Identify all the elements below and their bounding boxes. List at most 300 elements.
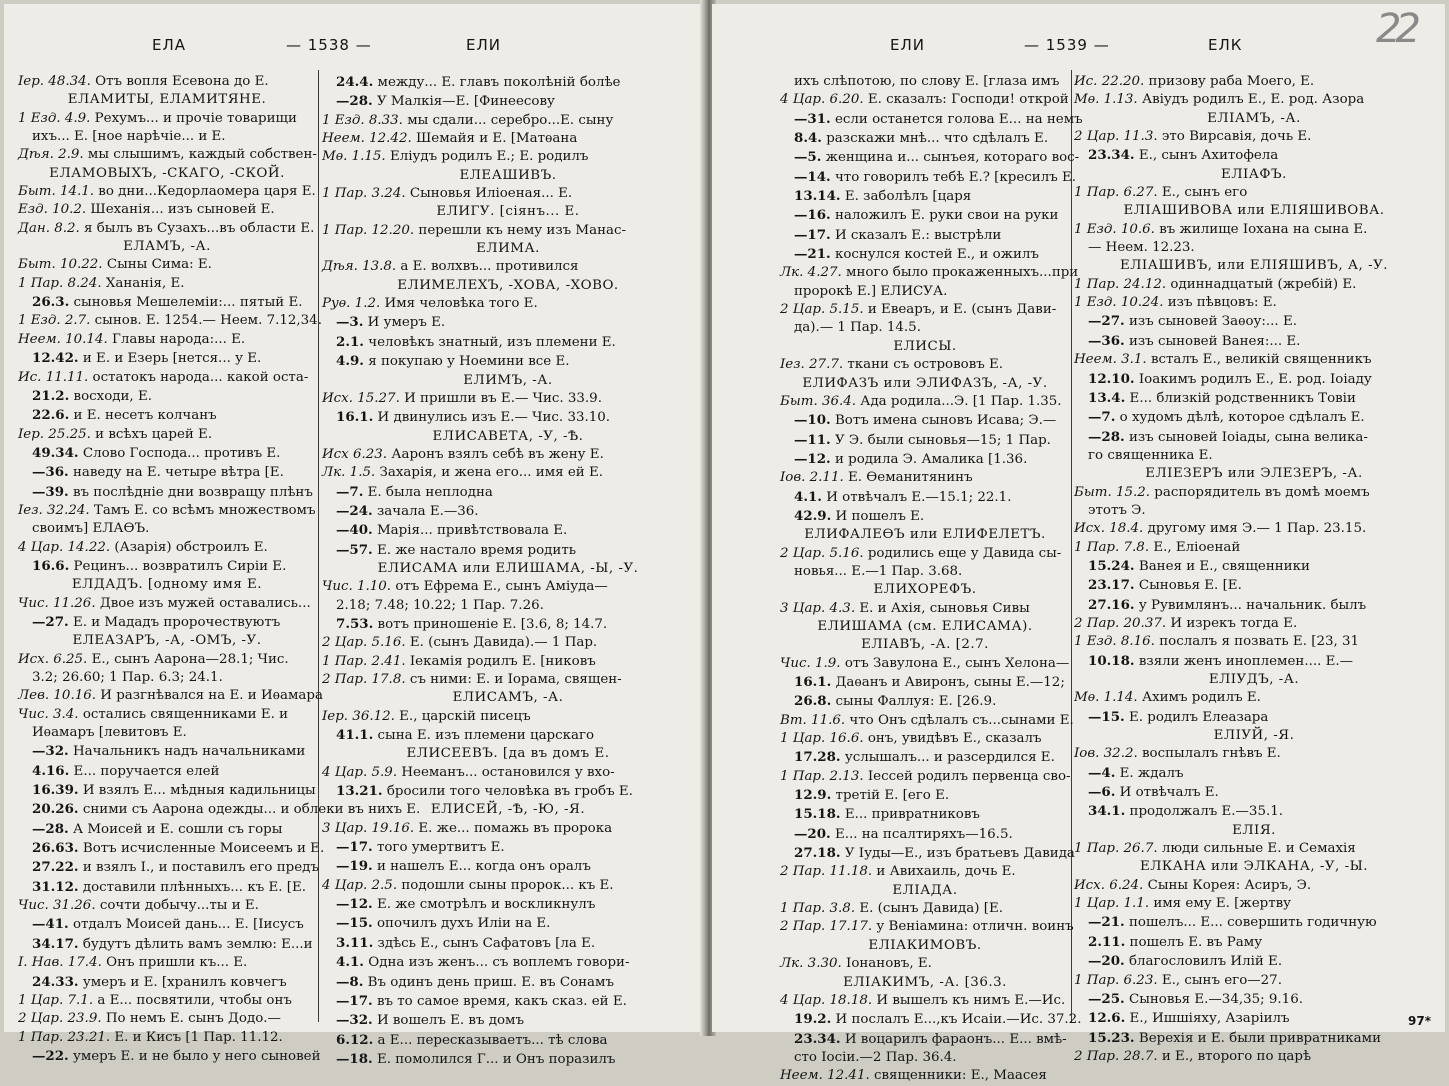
- verse-reference: 16.1.: [336, 409, 374, 426]
- entry-line: [322, 578, 694, 596]
- verse-reference: 13.21.: [336, 783, 383, 800]
- entry-text: Е. родилъ Елеазара: [1128, 709, 1269, 725]
- verse-reference: 12.6.: [1088, 1010, 1126, 1027]
- entry-line: [18, 128, 316, 146]
- headword: [322, 745, 694, 763]
- verse-reference: 49.34.: [32, 444, 79, 461]
- verse-reference: —41.: [32, 916, 69, 933]
- verse-reference: Неем. 10.14.: [18, 331, 108, 347]
- verse-reference: —28.: [32, 820, 69, 837]
- entry-line: [322, 112, 694, 130]
- verse-reference: —17.: [336, 839, 373, 856]
- entry-line: [18, 800, 421, 819]
- verse-reference: 10.18.: [1088, 652, 1135, 669]
- verse-reference: 3 Цар. 4.3.: [780, 600, 856, 616]
- entry-line: [18, 762, 316, 781]
- headword-text: ЕЛКАНА или ЭЛКАНА, -У, -Ы.: [1139, 859, 1369, 875]
- entry-text: Нееманъ... остановился у вхо-: [401, 764, 615, 780]
- entry-text: и нашелъ Е... когда онъ оралъ: [376, 859, 591, 875]
- entry-text: если останется голова Е... на немъ: [834, 111, 1083, 127]
- verse-reference: 1 Пар. 24.12.: [1074, 276, 1167, 292]
- headword-text: ЕЛИСАМА или ЕЛИШАМА, -Ы, -У.: [377, 560, 639, 576]
- verse-reference: 1 Пар. 7.8.: [1074, 539, 1150, 555]
- verse-reference: Исх. 6.25.: [18, 651, 88, 667]
- entry-text: Е. была неплодна: [367, 484, 493, 500]
- verse-reference: —8.: [336, 973, 364, 990]
- entry-line: [18, 1047, 321, 1066]
- verse-reference: Быт. 36.4.: [780, 393, 857, 409]
- entry-line: [780, 129, 1070, 148]
- entry-line: [780, 730, 1070, 748]
- entry-text: (Азарія) обстроилъ Е.: [114, 539, 268, 555]
- entry-line: [1074, 447, 1434, 465]
- entry-line: [1074, 73, 1434, 91]
- entry-text: Вотъ исчисленные Моисеемъ и Е.: [82, 841, 325, 857]
- headword: [1074, 822, 1434, 840]
- verse-reference: —17.: [336, 992, 373, 1009]
- verse-reference: 16.39.: [32, 782, 79, 799]
- entry-line: [18, 858, 319, 877]
- entry-line: [322, 934, 694, 953]
- entry-text: этотъ Э.: [1088, 502, 1146, 518]
- entry-line: [1074, 370, 1434, 389]
- entry-text: Іоакимъ родилъ Е., Е. род. Іоіаду: [1138, 371, 1372, 387]
- headword: [322, 801, 694, 819]
- entry-line: [780, 673, 1070, 692]
- entry-text: имя ему Е. [жертву: [1153, 896, 1292, 912]
- headword: [1074, 202, 1434, 220]
- verse-reference: —5.: [794, 149, 822, 166]
- verse-reference: 1 Пар. 6.27.: [1074, 185, 1158, 201]
- entry-text: родились еще у Давида сы-: [867, 545, 1062, 561]
- entry-line: [780, 148, 1080, 167]
- verse-reference: Мѳ. 1.15.: [322, 149, 386, 165]
- entry-text: И разгнѣвался на Е. и Иѳамара: [100, 688, 323, 704]
- entry-text: онъ, увидѣвъ Е., сказалъ: [867, 731, 1042, 747]
- entry-text: И пошелъ Е.: [835, 508, 925, 524]
- verse-reference: 3.11.: [336, 934, 374, 951]
- verse-reference: 4 Цар. 6.20.: [780, 92, 864, 108]
- entry-text: Шемайя и Е. [Матѳана: [416, 131, 578, 147]
- entry-text: Е., сынъ Аарона—28.1; Чис.: [91, 651, 289, 667]
- headword-text: ЕЛІАШИВОВА или ЕЛІЯШИВОВА.: [1123, 203, 1385, 219]
- entry-text: изъ сыновей Ванея:... Е.: [1128, 333, 1301, 349]
- verse-reference: 20.26.: [32, 801, 79, 818]
- headword: [1074, 166, 1434, 184]
- entry-line: [1074, 708, 1434, 727]
- verse-reference: 2 Пар. 17.17.: [780, 919, 873, 935]
- entry-line: [1074, 1048, 1434, 1066]
- entry-line: [1074, 389, 1434, 408]
- entry-text: Хананія, Е.: [105, 275, 185, 291]
- entry-text: другому имя Э.— 1 Пар. 23.15.: [1147, 521, 1367, 537]
- verse-reference: Мѳ. 1.13.: [1074, 92, 1138, 108]
- entry-text: бросили того человѣка въ гробъ Е.: [386, 784, 633, 800]
- entry-line: [1074, 91, 1434, 109]
- entry-text: продолжалъ Е.—35.1.: [1129, 804, 1283, 820]
- entry-text: умеръ Е. и не было у него сыновей: [72, 1048, 321, 1064]
- entry-line: [1074, 895, 1434, 913]
- entry-line: [322, 222, 694, 240]
- entry-text: что говорилъ тебѣ Е.? [кресилъ Е.: [834, 169, 1077, 185]
- entry-line: [322, 895, 694, 914]
- verse-reference: 22.6.: [32, 407, 70, 424]
- verse-reference: 1 Езд. 8.16.: [1074, 634, 1155, 650]
- entry-line: [780, 264, 1079, 282]
- verse-reference: —7.: [336, 483, 364, 500]
- entry-text: мы слышимъ, каждый собствен-: [87, 147, 317, 163]
- entry-text: Іессей родилъ первенца сво-: [867, 768, 1071, 784]
- entry-line: [780, 469, 1070, 487]
- headword: [1074, 671, 1434, 689]
- entry-text: Е. сказалъ: Господи! открой: [867, 92, 1069, 108]
- verse-reference: —21.: [1088, 914, 1125, 931]
- verse-reference: Неем. 12.42.: [322, 131, 412, 147]
- verse-reference: 26.63.: [32, 840, 79, 857]
- entry-text: послалъ я позвать Е. [23, 31: [1159, 634, 1360, 650]
- entry-text: новья... Е.—1 Пар. 3.68.: [794, 563, 963, 579]
- verse-reference: Дѣя. 2.9.: [18, 147, 84, 163]
- verse-reference: Іер. 48.34.: [18, 74, 91, 89]
- verse-reference: 13.14.: [794, 188, 841, 205]
- entry-line: [18, 444, 316, 463]
- entry-text: Сыновья Иліоеная... Е.: [409, 186, 573, 202]
- entry-text: сыны Фаллуя: Е. [26.9.: [835, 694, 997, 710]
- headword-text: ЕЛИФАЗЪ или ЭЛИФАЗЪ, -А, -У.: [802, 375, 1048, 391]
- verse-reference: 1 Пар. 2.41.: [322, 653, 406, 669]
- entry-line: [780, 863, 1070, 881]
- headword-text: ЕЛІАКИМЪ, -А. [36.3.: [843, 974, 1007, 990]
- entry-line: [1074, 764, 1434, 783]
- verse-reference: 3 Цар. 19.16.: [322, 820, 415, 836]
- verse-reference: 4 Цар. 5.9.: [322, 764, 398, 780]
- header-catchword-right: ЕЛИ: [466, 36, 501, 54]
- entry-line: [18, 992, 316, 1010]
- entry-text: — Неем. 12.23.: [1088, 240, 1195, 256]
- entry-line: [1074, 652, 1434, 671]
- verse-reference: Чис. 1.9.: [780, 655, 841, 671]
- headword: [322, 203, 694, 221]
- headword: [780, 882, 1070, 900]
- headword-text: ЕЛИГУ. [сіянъ... Е.: [436, 204, 580, 220]
- entry-line: [780, 1010, 1082, 1029]
- entry-line: [18, 331, 316, 349]
- headword: [322, 372, 694, 390]
- entry-line: [322, 597, 694, 615]
- column-divider: [1071, 70, 1072, 1022]
- entry-text: Е., Еліоенай: [1153, 539, 1241, 555]
- verse-reference: —18.: [336, 1050, 373, 1067]
- entry-text: Рехумъ... и прочіе товарищи: [94, 110, 297, 126]
- entry-line: [322, 295, 694, 313]
- verse-reference: —21.: [794, 246, 831, 263]
- headword: [780, 526, 1070, 544]
- headword: [322, 560, 694, 578]
- entry-line: [322, 953, 694, 972]
- entry-line: [18, 520, 316, 538]
- entry-line: [1074, 294, 1434, 312]
- entry-text: разскажи мнѣ... что сдѣлалъ Е.: [826, 131, 1049, 147]
- headword-text: ЕЛЕАШИВЪ.: [459, 167, 557, 183]
- entry-line: [322, 333, 694, 352]
- entry-line: [322, 857, 694, 876]
- verse-reference: 1 Езд. 2.7.: [18, 313, 91, 329]
- entry-line: [780, 992, 1070, 1010]
- verse-reference: 4.16.: [32, 762, 70, 779]
- entry-line: [780, 431, 1070, 450]
- entry-line: [1074, 557, 1434, 576]
- entry-text: Іонановъ, Е.: [846, 956, 932, 972]
- entry-line: [1074, 952, 1434, 971]
- entry-text: Ада родила...Э. [1 Пар. 1.35.: [860, 393, 1062, 409]
- verse-reference: 15.24.: [1088, 557, 1135, 574]
- entry-line: [780, 356, 1070, 374]
- entry-line: [322, 615, 694, 634]
- verse-reference: 2 Пар. 17.8.: [322, 672, 406, 687]
- verse-reference: 27.16.: [1088, 596, 1135, 613]
- entry-text: отдалъ Моисей дань... Е. [Іисусъ: [72, 917, 304, 933]
- entry-line: [780, 805, 1070, 824]
- entry-text: Іекамія родилъ Е. [никовъ: [409, 653, 596, 669]
- entry-line: [322, 92, 694, 111]
- entry-text: Е., царскій писецъ: [399, 708, 531, 724]
- entry-line: [1074, 539, 1434, 557]
- verse-reference: —24.: [336, 502, 373, 519]
- headword-text: ЕЛИСЫ.: [893, 338, 957, 354]
- entry-line: [780, 206, 1070, 225]
- entry-text: Е. Ѳеманитянинъ: [848, 470, 973, 486]
- verse-reference: Лев. 10.16.: [18, 688, 96, 704]
- entry-line: [18, 669, 316, 687]
- entry-text: Слово Господа... противъ Е.: [82, 445, 281, 461]
- entry-text: У Э. были сыновья—15; 1 Пар.: [834, 432, 1051, 448]
- entry-line: [18, 557, 316, 576]
- entry-line: [322, 914, 694, 933]
- entry-text: Е. помолился Г... и Онъ поразилъ: [376, 1051, 616, 1067]
- headword-text: ЕЛИФАЛЕѲЪ или ЕЛИФЕЛЕТЪ.: [804, 527, 1046, 543]
- headword: [780, 375, 1070, 393]
- entry-line: [1074, 484, 1434, 502]
- entry-line: [780, 488, 1070, 507]
- headword: [780, 618, 1070, 636]
- entry-text: Е. же настало время родить: [376, 542, 577, 558]
- verse-reference: 7.53.: [336, 615, 374, 632]
- entry-line: [18, 387, 316, 406]
- headword: [780, 937, 1070, 955]
- entry-text: И отвѣчалъ Е.: [1119, 785, 1219, 801]
- entry-text: доставили плѣнныхъ... къ Е. [Е.: [82, 879, 307, 895]
- entry-text: того умертвитъ Е.: [376, 840, 505, 856]
- headword-text: ЕЛИСАМЪ, -А.: [452, 690, 564, 706]
- entry-text: го священника Е.: [1088, 447, 1213, 463]
- headword: [1074, 858, 1434, 876]
- verse-reference: Мѳ. 1.14.: [1074, 690, 1138, 706]
- entry-text: что Онъ сдѣлалъ съ...сынами Е.: [849, 712, 1074, 728]
- entry-text: И двинулись изъ Е.— Чис. 33.10.: [377, 410, 611, 426]
- entry-text: И умеръ Е.: [367, 315, 446, 331]
- entry-text: И послалъ Е...,къ Исаіи.—Ис. 37.2.: [835, 1012, 1082, 1028]
- entry-text: Сыны Корея: Асиръ, Э.: [1147, 877, 1312, 893]
- entry-text: изъ сыновей Іоіады, сына велика-: [1128, 429, 1368, 445]
- entry-line: [18, 706, 316, 724]
- entry-text: у Веніамина: отличн. воинъ: [876, 919, 1074, 935]
- entry-text: призову раба Моего, Е.: [1148, 74, 1315, 89]
- verse-reference: —27.: [32, 613, 69, 630]
- headword: [322, 240, 694, 258]
- entry-text: Сыновья Е. [Е.: [1138, 578, 1242, 594]
- entry-text: я былъ въ Сузахъ...въ области Е.: [84, 220, 315, 236]
- verse-reference: 15.23.: [1088, 1029, 1135, 1046]
- verse-reference: Исх. 6.24.: [1074, 877, 1144, 893]
- entry-line: [322, 653, 694, 671]
- entry-text: сына Е. изъ племени царскаго: [377, 728, 595, 744]
- entry-text: изъ сыновей Заѳоу:... Е.: [1128, 314, 1297, 330]
- entry-line: [18, 369, 316, 387]
- entry-text: Е. и Кисъ [1 Пар. 11.12.: [114, 1029, 283, 1045]
- entry-line: [322, 258, 694, 276]
- entry-line: [18, 878, 316, 897]
- headword-text: ЕЛІУЙ, -Я.: [1213, 728, 1295, 744]
- entry-line: [780, 825, 1070, 844]
- entry-text: Отъ вопля Есевона до Е.: [95, 74, 269, 89]
- verse-reference: 1 Езд. 10.24.: [1074, 295, 1164, 311]
- headword-text: ЕЛИМЪ, -А.: [463, 372, 553, 388]
- right-column-1: [780, 73, 1083, 1084]
- verse-reference: —16.: [794, 207, 831, 224]
- entry-line: [780, 411, 1070, 430]
- verse-reference: 4 Цар. 14.22.: [18, 539, 111, 555]
- verse-reference: 1 Пар. 12.20.: [322, 222, 415, 238]
- entry-text: пошелъ... Е... совершить годичную: [1128, 915, 1377, 931]
- entry-line: [1074, 1029, 1434, 1048]
- verse-reference: Вт. 11.6.: [780, 712, 846, 728]
- entry-text: Верехія и Е. были привратниками: [1138, 1030, 1382, 1046]
- entry-line: [1074, 332, 1434, 351]
- entry-text: у Рувимлянъ... начальник. былъ: [1138, 597, 1367, 613]
- entry-line: [322, 446, 694, 464]
- entry-text: подошли сыны пророк... къ Е.: [401, 877, 614, 893]
- entry-line: [18, 935, 316, 954]
- entry-text: и Е., второго по царѣ: [1161, 1048, 1312, 1064]
- entry-text: остались священниками Е. и: [82, 706, 289, 722]
- verse-reference: 1 Езд. 10.6.: [1074, 221, 1155, 237]
- verse-reference: Неем. 3.1.: [1074, 352, 1147, 368]
- headword-text: ЕЛИШАМА (см. ЕЛИСАМА).: [817, 618, 1033, 634]
- entry-text: Захарія, и жена его... имя ей Е.: [379, 465, 603, 481]
- entry-line: [1074, 351, 1434, 369]
- entry-text: Имя человѣка того Е.: [384, 296, 538, 312]
- entry-text: въ то самое время, какъ сказ. ей Е.: [376, 993, 627, 1009]
- verse-reference: 1 Пар. 8.24.: [18, 275, 102, 291]
- entry-line: [18, 406, 316, 425]
- verse-reference: 2 Пар. 28.7.: [1074, 1048, 1158, 1064]
- entry-text: Въ одинъ день приш. Е. въ Сонамъ: [367, 974, 614, 990]
- entry-text: 2.18; 7.48; 10.22; 1 Пар. 7.26.: [336, 597, 544, 613]
- entry-text: пророкѣ Е.] ЕЛИСУА.: [794, 283, 948, 299]
- entry-line: [322, 782, 694, 801]
- verse-reference: Исх. 18.4.: [1074, 521, 1144, 537]
- entry-text: Начальникъ надъ начальниками: [72, 744, 306, 760]
- verse-reference: 31.12.: [32, 878, 79, 895]
- verse-reference: 1 Пар. 23.21.: [18, 1029, 111, 1045]
- entry-text: благословилъ Илій Е.: [1128, 954, 1283, 970]
- entry-line: [322, 820, 694, 838]
- verse-reference: —25.: [1088, 990, 1125, 1007]
- entry-text: человѣкъ знатный, изъ племени Е.: [368, 334, 616, 350]
- entry-line: [1074, 312, 1434, 331]
- entry-text: И взялъ Е... мѣдныя кадильницы: [82, 783, 316, 799]
- entry-text: И пришли въ Е.— Чис. 33.9.: [404, 390, 602, 406]
- headword: [780, 636, 1070, 654]
- headword: [322, 277, 694, 295]
- entry-line: [1074, 576, 1434, 595]
- entry-line: [780, 110, 1083, 129]
- entry-line: [18, 146, 316, 164]
- entry-text: Авіудъ родилъ Е., Е. род. Азора: [1141, 92, 1365, 108]
- verse-reference: 12.9.: [794, 787, 832, 804]
- headword-text: ЕЛІАМЪ, -А.: [1207, 110, 1301, 126]
- header-catchword-left: ЕЛИ: [890, 36, 925, 54]
- entry-text: воспылалъ гнѣвъ Е.: [1142, 746, 1281, 762]
- entry-text: Е. (сынъ Давида).— 1 Пар.: [409, 635, 598, 651]
- entry-line: [1074, 221, 1434, 239]
- header-catchword-left: ЕЛА: [152, 36, 187, 54]
- entry-text: У Малкія—Е. [Финеесову: [376, 94, 555, 110]
- entry-text: наведу на Е. четыре вѣтра [Е.: [72, 465, 284, 481]
- entry-line: [1074, 745, 1434, 763]
- entry-text: ихъ слѣпотою, по слову Е. [глаза имъ: [794, 74, 1060, 89]
- headword-text: ЕЛИСЕЙ, -Ѣ, -Ю, -Я.: [430, 802, 586, 818]
- verse-reference: Лк. 1.5.: [322, 465, 376, 481]
- entry-line: [780, 563, 1070, 581]
- entry-line: [18, 781, 316, 800]
- entry-line: [18, 463, 316, 482]
- verse-reference: —12.: [336, 896, 373, 913]
- entry-line: [780, 748, 1070, 767]
- entry-line: [18, 973, 316, 992]
- verse-reference: Лк. 3.30.: [780, 956, 842, 972]
- headword: [1074, 727, 1434, 745]
- verse-reference: 2.11.: [1088, 933, 1126, 950]
- entry-line: [780, 1067, 1070, 1085]
- entry-line: [780, 600, 1070, 618]
- right-running-header: [712, 36, 1445, 60]
- entry-text: между... Е. главъ поколѣній болѣе: [377, 75, 621, 90]
- headword: [780, 581, 1070, 599]
- entry-line: [322, 973, 694, 992]
- entry-line: [18, 954, 316, 972]
- entry-line: [1074, 933, 1434, 952]
- verse-reference: 2 Цар. 5.15.: [780, 302, 864, 318]
- left-page: [4, 4, 704, 1067]
- verse-reference: Чис. 1.10.: [322, 579, 392, 595]
- entry-text: И воцарилъ фараонъ... Е... вмѣ-: [844, 1031, 1067, 1047]
- verse-reference: —15.: [1088, 708, 1125, 725]
- entry-text: Онъ пришли къ... Е.: [106, 955, 248, 971]
- verse-reference: —57.: [336, 541, 373, 558]
- entry-text: Е., Ишшіяху, Азаріилъ: [1129, 1011, 1290, 1027]
- verse-reference: Чис. 31.26.: [18, 898, 96, 914]
- entry-line: [18, 839, 325, 858]
- entry-line: [780, 545, 1070, 563]
- verse-reference: 12.42.: [32, 350, 79, 367]
- entry-line: [18, 651, 316, 669]
- headword: [1074, 110, 1434, 128]
- headword: [322, 167, 694, 185]
- right-page: [712, 4, 1445, 1084]
- headword-text: ЕЛИМЕЛЕХЪ, -ХОВА, -ХОВО.: [397, 277, 619, 293]
- entry-text: Двое изъ мужей оставались...: [99, 595, 311, 611]
